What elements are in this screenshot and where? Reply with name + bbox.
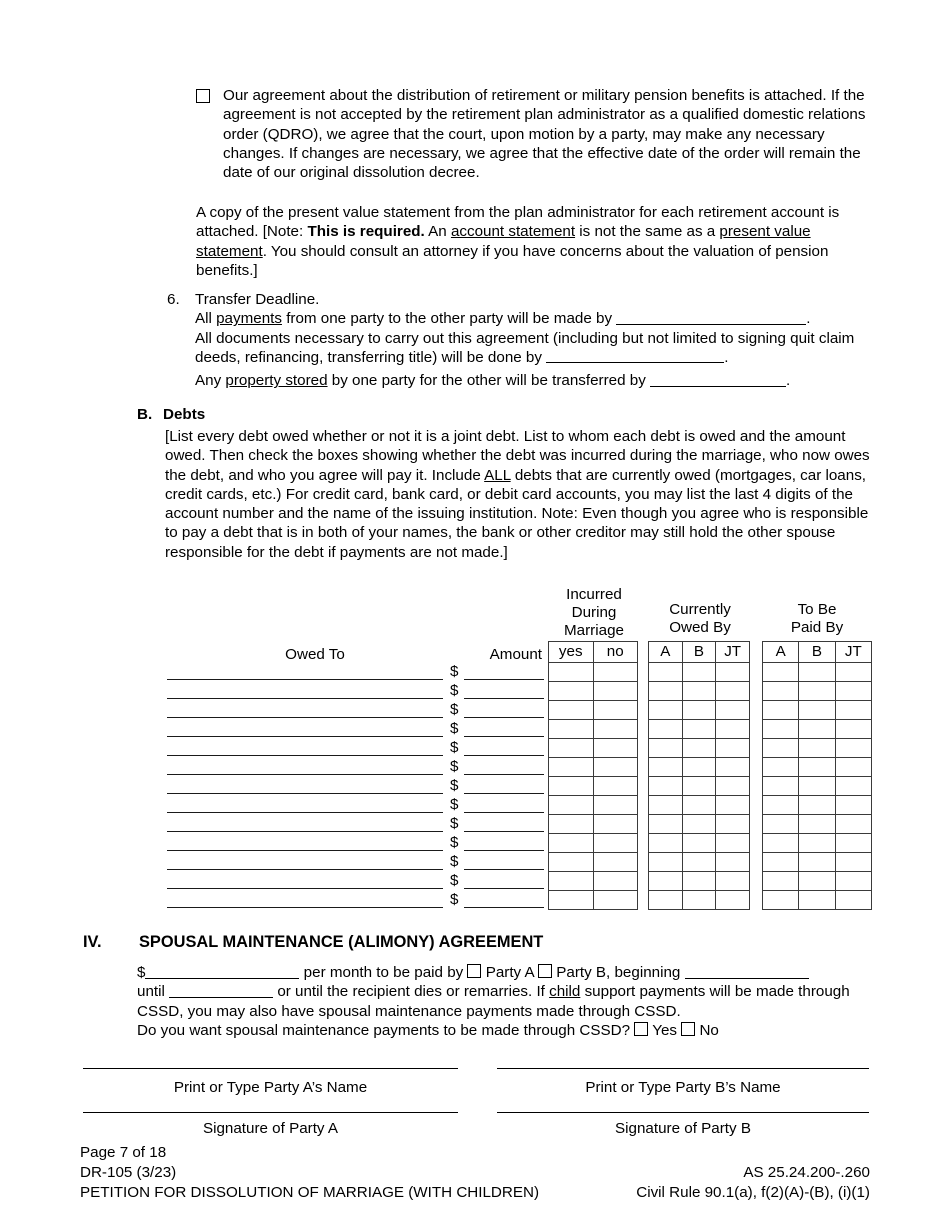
checkbox-cell-jt[interactable] [836, 891, 872, 910]
grid-row [649, 853, 750, 872]
checkbox-cell-a[interactable] [763, 720, 799, 739]
checkbox-cell-jt[interactable] [716, 796, 750, 815]
grid-incurred-during-marriage [548, 641, 638, 910]
checkbox-cell-b[interactable] [799, 834, 835, 853]
checkbox-cell-jt[interactable] [836, 701, 872, 720]
grid-row [763, 701, 872, 720]
grid-row [649, 663, 750, 682]
checkbox-cell-a[interactable] [649, 739, 683, 758]
checkbox-cell-no[interactable] [594, 663, 639, 682]
footer-statute: AS 25.24.200-.260 [743, 1164, 870, 1182]
grid-row [763, 777, 872, 796]
amount-field[interactable] [464, 755, 544, 756]
until-label: until [137, 983, 170, 1001]
incurred-line-1: Incurred [566, 586, 622, 603]
child-underline: child [549, 983, 581, 1001]
checkbox-cell-jt[interactable] [836, 720, 872, 739]
all-underline: ALL [484, 466, 511, 484]
checkbox-cell-yes[interactable] [549, 758, 594, 777]
retirement-agreement-checkbox-paragraph [196, 86, 868, 182]
grid-row [763, 891, 872, 910]
line1-period: . [806, 310, 811, 328]
debts-letter: B. [137, 406, 153, 423]
checkbox-cell-jt[interactable] [836, 872, 872, 891]
grid-row [549, 891, 638, 910]
checkbox-cell-yes[interactable] [549, 872, 594, 891]
amount-dollar-sign: $ [450, 815, 459, 832]
amount-dollar-sign: $ [450, 834, 459, 851]
alimony-amount-field[interactable] [145, 964, 299, 979]
item-6-transfer-deadline [167, 290, 877, 390]
checkbox-cell-no[interactable] [594, 815, 639, 834]
note-account-statement-underline: account statement [450, 223, 576, 241]
checkbox-cell-a[interactable] [763, 682, 799, 701]
footer-page-number: Page 7 of 18 [80, 1144, 167, 1161]
section-4-line-1 [137, 963, 877, 982]
checkbox-cell-no[interactable] [594, 853, 639, 872]
grid-row [549, 872, 638, 891]
checkbox-cell-a[interactable] [649, 701, 683, 720]
alimony-permonth-text: per month to be paid by [299, 964, 468, 981]
grid-header-cell-b: B [799, 642, 835, 663]
section-4-heading [83, 932, 543, 953]
grid-row [549, 796, 638, 815]
checkbox-cell-jt[interactable] [716, 701, 750, 720]
grid-header-row [763, 642, 872, 663]
checkbox-cell-a[interactable] [649, 891, 683, 910]
property-transfer-field[interactable] [650, 372, 786, 387]
checkbox-cell-jt[interactable] [716, 777, 750, 796]
line1-pre: All [195, 310, 217, 328]
grid-row [649, 891, 750, 910]
item-6-number: 6. [167, 291, 180, 308]
payments-underline: payments [216, 310, 282, 328]
grid-row [649, 815, 750, 834]
checkbox-cell-yes[interactable] [549, 796, 594, 815]
checkbox-cell-b[interactable] [683, 739, 717, 758]
section-4-body [137, 963, 877, 1040]
debts-instr-part-2: debts that are currently owed (mortgages, car loans, credit cards, etc.) For credit card, bank card, or debit card accounts, you may list the last 4 digits of the account number and the name of the issuing institution. Note: Even though you agree who is responsible to pay a debt that is in both of your names, the bank or other creditor may still hold the other spouse responsible for the debt if payments are not made.] [165, 466, 869, 561]
note-part-2: An [424, 223, 451, 241]
present-value-note-paragraph [196, 203, 876, 280]
grid-row [549, 777, 638, 796]
checkbox-cell-a[interactable] [763, 815, 799, 834]
amount-dollar-sign: $ [450, 796, 459, 813]
debts-heading [137, 405, 205, 424]
line1-mid: from one party to the other party will be made by [281, 310, 617, 328]
footer-form-title: PETITION FOR DISSOLUTION OF MARRIAGE (WITH CHILDREN) [80, 1184, 540, 1202]
checkbox-cell-b[interactable] [799, 739, 835, 758]
owed-to-field[interactable] [167, 698, 443, 699]
grid-row [763, 796, 872, 815]
checkbox-cell-b[interactable] [683, 796, 717, 815]
grid-row [763, 739, 872, 758]
checkbox-cell-no[interactable] [594, 777, 639, 796]
checkbox-cell-b[interactable] [683, 701, 717, 720]
owed-to-field[interactable] [167, 755, 443, 756]
amount-field[interactable] [464, 774, 544, 775]
owed-to-field[interactable] [167, 869, 443, 870]
party-b-label: Party B, beginning [552, 964, 685, 981]
item-6-title: Transfer Deadline. [195, 291, 320, 308]
amount-field[interactable] [464, 907, 544, 908]
section-4-line-2 [137, 982, 877, 1021]
signature-party-a-line[interactable] [83, 1112, 458, 1113]
tobe-line-2: Paid By [790, 618, 844, 636]
checkbox-cell-jt[interactable] [836, 777, 872, 796]
payments-deadline-field[interactable] [616, 310, 806, 325]
section-4-title: SPOUSAL MAINTENANCE (ALIMONY) AGREEMENT [139, 933, 544, 951]
grid-row [763, 758, 872, 777]
note-part-4: . You should consult an attorney if you have concerns about the valuation of pension benefits.] [196, 242, 829, 279]
owed-to-field[interactable] [167, 774, 443, 775]
checkbox-cell-yes[interactable] [549, 853, 594, 872]
grid-row [649, 834, 750, 853]
checkbox-cell-a[interactable] [763, 701, 799, 720]
amount-dollar-sign: $ [450, 720, 459, 737]
grid-row [549, 701, 638, 720]
checkbox-cell-jt[interactable] [836, 815, 872, 834]
checkbox-cell-a[interactable] [649, 872, 683, 891]
grid-row [549, 739, 638, 758]
grid-row [649, 739, 750, 758]
grid-header-row [549, 642, 638, 663]
owed-to-field[interactable] [167, 736, 443, 737]
signature-party-a-label: Signature of Party A [202, 1120, 339, 1137]
line3-pre: Any [195, 372, 226, 390]
line3-mid: by one party for the other will be transferred by [327, 372, 651, 390]
checkbox-cell-yes[interactable] [549, 663, 594, 682]
party-b-checkbox[interactable] [538, 964, 552, 978]
amount-dollar-sign: $ [450, 682, 459, 699]
amount-dollar-sign: $ [450, 853, 459, 870]
print-name-party-b-label: Print or Type Party B’s Name [585, 1079, 781, 1096]
checkbox-cell-b[interactable] [683, 815, 717, 834]
amount-dollar-sign: $ [450, 872, 459, 889]
alimony-dollar-sign: $ [137, 964, 146, 981]
item-6-line-3 [195, 371, 877, 390]
grid-row [549, 815, 638, 834]
amount-field[interactable] [464, 793, 544, 794]
checkbox-cell-b[interactable] [799, 777, 835, 796]
grid-row [549, 663, 638, 682]
line2-text: All documents necessary to carry out this agreement (including but not limited to signing quit claim deeds, refinancing, transferring title) will be done by [195, 329, 855, 366]
grid-header-cell-jt: JT [836, 642, 872, 663]
checkbox-cell-no[interactable] [594, 834, 639, 853]
incurred-line-2: During [571, 603, 617, 621]
checkbox-cell-jt[interactable] [716, 815, 750, 834]
amount-dollar-sign: $ [450, 758, 459, 775]
checkbox-cell-b[interactable] [799, 891, 835, 910]
checkbox-cell-jt[interactable] [716, 758, 750, 777]
checkbox-cell-yes[interactable] [549, 720, 594, 739]
checkbox-cell-jt[interactable] [836, 758, 872, 777]
checkbox-cell-a[interactable] [649, 834, 683, 853]
line3-period: . [786, 372, 791, 390]
checkbox-cell-b[interactable] [799, 720, 835, 739]
until-text-a: or until the recipient dies or remarries. If [273, 983, 550, 1001]
checkbox-cell-a[interactable] [649, 853, 683, 872]
grid-header-cell-b: B [683, 642, 717, 663]
checkbox-cell-no[interactable] [594, 701, 639, 720]
grid-header-cell-yes: yes [549, 642, 594, 663]
checkbox-cell-b[interactable] [683, 663, 717, 682]
grid-row [649, 701, 750, 720]
checkbox-cell-a[interactable] [649, 758, 683, 777]
grid-row [763, 853, 872, 872]
debts-heading-label: Debts [163, 406, 206, 423]
retirement-agreement-checkbox[interactable] [196, 89, 210, 103]
checkbox-cell-no[interactable] [594, 891, 639, 910]
checkbox-cell-b[interactable] [683, 853, 717, 872]
footer-row-2 [80, 1163, 870, 1183]
checkbox-cell-b[interactable] [683, 872, 717, 891]
grid-row [549, 758, 638, 777]
amount-field[interactable] [464, 736, 544, 737]
property-stored-underline: property stored [225, 372, 328, 390]
checkbox-cell-a[interactable] [649, 796, 683, 815]
checkbox-cell-jt[interactable] [716, 872, 750, 891]
checkbox-cell-b[interactable] [799, 815, 835, 834]
section-4-numeral: IV. [83, 933, 102, 951]
grid-row [649, 796, 750, 815]
grid-row [763, 682, 872, 701]
checkbox-cell-yes[interactable] [549, 834, 594, 853]
alimony-beginning-field[interactable] [685, 964, 809, 979]
checkbox-cell-jt[interactable] [716, 720, 750, 739]
amount-field[interactable] [464, 888, 544, 889]
checkbox-cell-b[interactable] [799, 701, 835, 720]
section-4-line-3 [137, 1021, 877, 1040]
print-name-party-a-line[interactable] [83, 1068, 458, 1069]
until-text-b: support payments will be made through CSSD, you may also have spousal maintenance payments made through CSSD. [137, 983, 850, 1020]
note-present-value-underline: present value statement [196, 223, 811, 260]
amount-field[interactable] [464, 717, 544, 718]
checkbox-cell-jt[interactable] [716, 682, 750, 701]
checkbox-cell-jt[interactable] [716, 834, 750, 853]
item-6-line-1 [195, 309, 877, 328]
column-header-amount: Amount [489, 646, 542, 663]
amount-field[interactable] [464, 812, 544, 813]
checkbox-cell-a[interactable] [763, 872, 799, 891]
grid-to-be-paid-by [762, 641, 872, 910]
grid-row [649, 682, 750, 701]
amount-field[interactable] [464, 869, 544, 870]
checkbox-cell-jt[interactable] [716, 891, 750, 910]
checkbox-cell-yes[interactable] [549, 777, 594, 796]
owed-to-field[interactable] [167, 717, 443, 718]
checkbox-cell-no[interactable] [594, 720, 639, 739]
amount-dollar-sign: $ [450, 777, 459, 794]
signature-party-b-line[interactable] [497, 1112, 869, 1113]
checkbox-cell-a[interactable] [649, 720, 683, 739]
item-6-body [195, 290, 877, 390]
checkbox-cell-no[interactable] [594, 739, 639, 758]
owed-to-field[interactable] [167, 812, 443, 813]
note-required-bold: This is required. [307, 223, 425, 241]
checkbox-cell-yes[interactable] [549, 815, 594, 834]
grid-row [649, 720, 750, 739]
incurred-line-3: Marriage [564, 621, 624, 639]
checkbox-cell-b[interactable] [683, 758, 717, 777]
column-header-owed-to: Owed To [285, 646, 345, 663]
line2-period: . [724, 348, 729, 366]
debts-instructions [165, 427, 877, 562]
debts-instr-part-1: [List every debt owed whether or not it is a joint debt. List to whom each debt is owed and the amount owed. Then check the boxes showing whether the debt was incurred during the marriage, who now owes the debt, and who you agree will pay it. Include [165, 428, 870, 484]
amount-field[interactable] [464, 698, 544, 699]
checkbox-cell-b[interactable] [683, 682, 717, 701]
checkbox-cell-b[interactable] [799, 663, 835, 682]
checkbox-cell-a[interactable] [649, 777, 683, 796]
print-name-party-a-label: Print or Type Party A’s Name [173, 1079, 368, 1096]
grid-row [763, 834, 872, 853]
grid-header-cell-a: A [649, 642, 683, 663]
grid-row [763, 815, 872, 834]
amount-dollar-sign: $ [450, 739, 459, 756]
grid-header-cell-no: no [594, 642, 639, 663]
column-group-incurred-during-marriage [548, 586, 640, 640]
checkbox-cell-b[interactable] [799, 758, 835, 777]
retirement-agreement-text: Our agreement about the distribution of retirement or military pension benefits is attached. If the agreement is not accepted by the retirement plan administrator as a qualified domestic relations order (QDRO), we agree that the court, upon motion by a party, may make any necessary changes. If changes are necessary, we agree that the effective date of the order will remain the date of our original dissolution decree. [223, 87, 866, 182]
grid-row [763, 720, 872, 739]
cssd-question-text: Do you want spousal maintenance payments to be made through CSSD? [137, 1021, 635, 1039]
checkbox-cell-a[interactable] [763, 891, 799, 910]
checkbox-cell-jt[interactable] [836, 682, 872, 701]
checkbox-cell-b[interactable] [799, 682, 835, 701]
checkbox-cell-yes[interactable] [549, 739, 594, 758]
currently-line-2: Owed By [669, 618, 731, 636]
amount-field[interactable] [464, 679, 544, 680]
party-a-checkbox[interactable] [467, 964, 481, 978]
checkbox-cell-yes[interactable] [549, 682, 594, 701]
amount-field[interactable] [464, 831, 544, 832]
grid-row [549, 834, 638, 853]
tobe-line-1: To Be [797, 601, 837, 618]
checkbox-cell-a[interactable] [649, 815, 683, 834]
owed-to-field[interactable] [167, 793, 443, 794]
note-part-1: A copy of the present value statement from the plan administrator for each retirement account is attached. [Note: [196, 204, 840, 241]
grid-row [549, 682, 638, 701]
checkbox-cell-a[interactable] [763, 663, 799, 682]
cssd-yes-checkbox[interactable] [634, 1022, 648, 1036]
checkbox-cell-b[interactable] [799, 796, 835, 815]
checkbox-cell-no[interactable] [594, 796, 639, 815]
cssd-no-checkbox[interactable] [681, 1022, 695, 1036]
checkbox-cell-a[interactable] [649, 682, 683, 701]
footer-form-id: DR-105 (3/23) [80, 1164, 177, 1182]
grid-row [649, 872, 750, 891]
owed-to-field[interactable] [167, 679, 443, 680]
checkbox-cell-jt[interactable] [836, 853, 872, 872]
print-name-party-b-line[interactable] [497, 1068, 869, 1069]
checkbox-cell-b[interactable] [799, 872, 835, 891]
owed-to-field[interactable] [167, 850, 443, 851]
grid-row [649, 758, 750, 777]
column-group-currently-owed-by [648, 601, 752, 637]
checkbox-cell-no[interactable] [594, 758, 639, 777]
checkbox-cell-a[interactable] [763, 777, 799, 796]
checkbox-cell-jt[interactable] [836, 739, 872, 758]
grid-header-cell-jt: JT [716, 642, 750, 663]
checkbox-cell-jt[interactable] [836, 663, 872, 682]
checkbox-cell-b[interactable] [683, 891, 717, 910]
cssd-no-label: No [695, 1021, 719, 1039]
checkbox-cell-jt[interactable] [836, 796, 872, 815]
checkbox-cell-a[interactable] [649, 663, 683, 682]
grid-header-row [649, 642, 750, 663]
checkbox-cell-yes[interactable] [549, 701, 594, 720]
checkbox-cell-a[interactable] [763, 853, 799, 872]
owed-to-field[interactable] [167, 888, 443, 889]
checkbox-cell-a[interactable] [763, 796, 799, 815]
signature-party-b-label: Signature of Party B [615, 1120, 751, 1137]
checkbox-cell-jt[interactable] [836, 834, 872, 853]
checkbox-cell-jt[interactable] [716, 663, 750, 682]
amount-dollar-sign: $ [450, 891, 459, 908]
grid-header-cell-a: A [763, 642, 799, 663]
checkbox-cell-a[interactable] [763, 758, 799, 777]
grid-currently-owed-by [648, 641, 750, 910]
documents-deadline-field[interactable] [546, 348, 724, 363]
checkbox-cell-no[interactable] [594, 682, 639, 701]
checkbox-cell-b[interactable] [683, 777, 717, 796]
cssd-yes-label: Yes [648, 1021, 682, 1039]
page-footer [80, 1143, 870, 1204]
grid-row [763, 872, 872, 891]
currently-line-1: Currently [669, 601, 731, 618]
grid-row [763, 663, 872, 682]
checkbox-cell-jt[interactable] [716, 853, 750, 872]
owed-to-field[interactable] [167, 831, 443, 832]
footer-civil-rule: Civil Rule 90.1(a), f(2)(A)-(B), (i)(1) [636, 1184, 870, 1202]
checkbox-cell-b[interactable] [683, 834, 717, 853]
amount-dollar-sign: $ [450, 663, 459, 680]
grid-row [549, 853, 638, 872]
amount-dollar-sign: $ [450, 701, 459, 718]
checkbox-cell-b[interactable] [683, 720, 717, 739]
amount-field[interactable] [464, 850, 544, 851]
note-part-3: is not the same as a [575, 223, 720, 241]
party-a-label: Party A [481, 964, 539, 981]
alimony-until-field[interactable] [169, 983, 273, 998]
checkbox-cell-yes[interactable] [549, 891, 594, 910]
grid-row [549, 720, 638, 739]
checkbox-cell-a[interactable] [763, 834, 799, 853]
owed-to-field[interactable] [167, 907, 443, 908]
column-group-to-be-paid-by [762, 601, 872, 637]
footer-row-3 [80, 1183, 870, 1203]
grid-row [649, 777, 750, 796]
checkbox-cell-b[interactable] [799, 853, 835, 872]
checkbox-cell-jt[interactable] [716, 739, 750, 758]
checkbox-cell-a[interactable] [763, 739, 799, 758]
item-6-line-2 [195, 329, 877, 368]
checkbox-cell-no[interactable] [594, 872, 639, 891]
